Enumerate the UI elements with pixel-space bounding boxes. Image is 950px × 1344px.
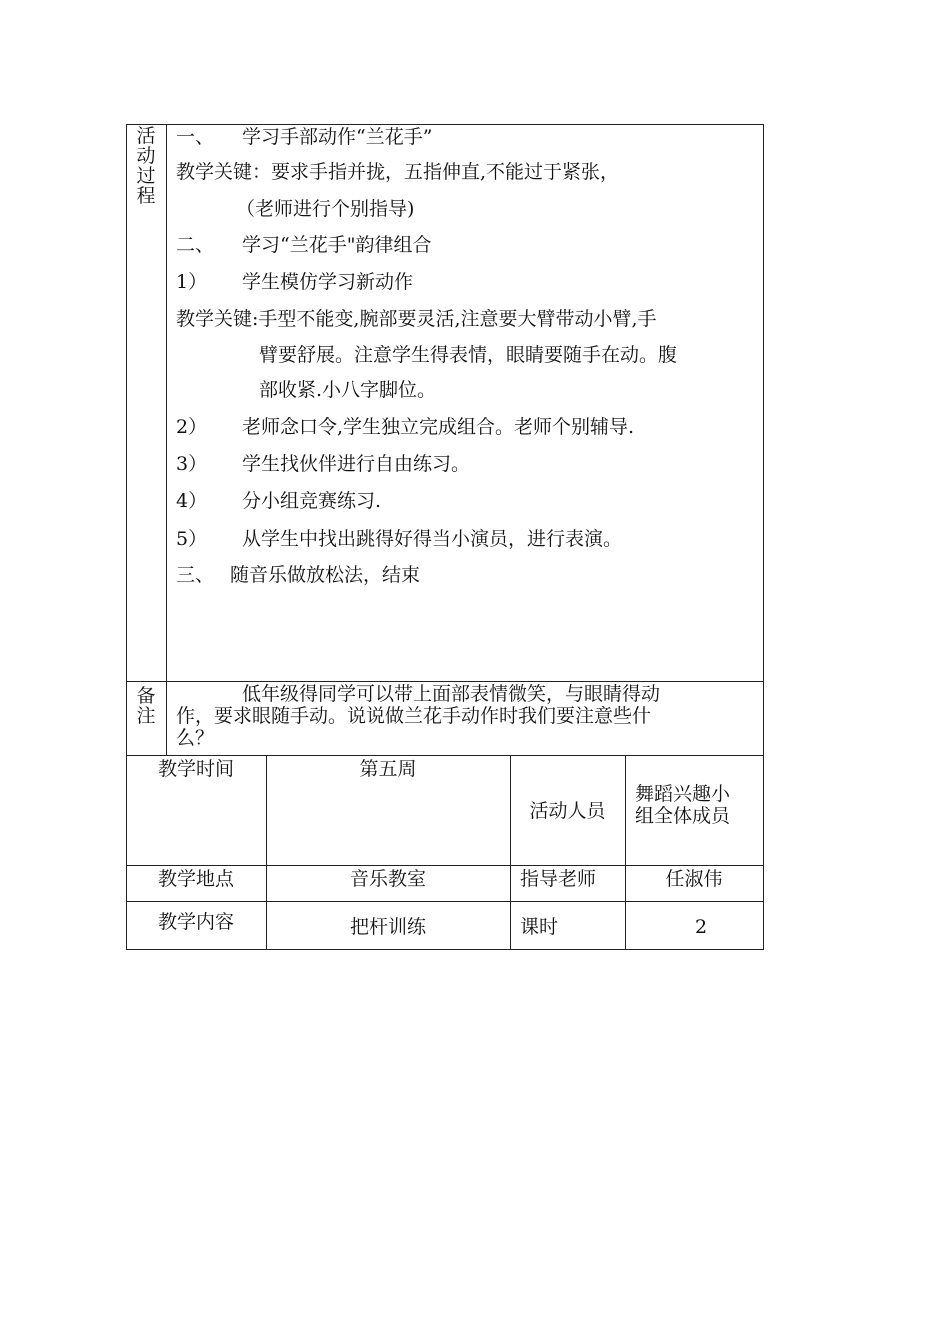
place-value: 音乐教室 bbox=[349, 868, 426, 890]
remarks-line-1: 低年级得同学可以带上面部表情微笑，与眼睛得动 bbox=[242, 683, 661, 705]
table-border-left bbox=[126, 124, 127, 950]
teacher-label: 指导老师 bbox=[520, 868, 597, 890]
teacher-value: 任淑伟 bbox=[665, 868, 723, 890]
remarks-label: 备注 bbox=[136, 685, 156, 727]
step-1-number: 一、 bbox=[176, 126, 215, 148]
row-divider-time bbox=[126, 865, 764, 866]
substep-3-text: 学生找伙伴进行自由练习。 bbox=[242, 453, 471, 475]
substep-1-number: 1） bbox=[176, 271, 208, 293]
substep-5-number: 5） bbox=[176, 528, 208, 550]
row-divider-activity bbox=[126, 681, 764, 682]
substep-5-text: 从学生中找出跳得好得当小演员，进行表演。 bbox=[242, 528, 623, 550]
step-1-key-point: 教学关键：要求手指并拢，五指伸直,不能过于紧张， bbox=[176, 161, 620, 183]
substep-1-text: 学生模仿学习新动作 bbox=[242, 271, 414, 293]
activity-label: 活动过程 bbox=[136, 125, 156, 207]
step-2-title: 学习“兰花手"韵律组合 bbox=[242, 234, 432, 256]
substep-2-number: 2） bbox=[176, 416, 208, 438]
step-1-title: 学习手部动作“兰花手” bbox=[242, 126, 433, 148]
staff-value-line-1: 舞蹈兴趣小 bbox=[635, 783, 731, 805]
row-divider-remarks bbox=[126, 755, 764, 756]
place-label: 教学地点 bbox=[157, 868, 234, 890]
row-divider-place bbox=[126, 901, 764, 902]
staff-label: 活动人员 bbox=[529, 800, 606, 822]
step-2-key-point-line-3: 部收紧.小八字脚位。 bbox=[259, 379, 437, 401]
remarks-line-2: 作，要求眼随手动。说说做兰花手动作时我们要注意些什 bbox=[176, 705, 652, 727]
substep-3-number: 3） bbox=[176, 453, 208, 475]
time-value: 第五周 bbox=[359, 758, 417, 780]
step-1-note: （老师进行个别指导) bbox=[236, 198, 415, 220]
table-border-top bbox=[126, 124, 764, 125]
substep-2-text: 老师念口令,学生独立完成组合。老师个别辅导. bbox=[242, 416, 635, 438]
time-label: 教学时间 bbox=[157, 758, 234, 780]
step-3-number: 三、 bbox=[176, 564, 215, 586]
substep-4-number: 4） bbox=[176, 490, 208, 512]
step-3-title: 随音乐做放松法，结束 bbox=[230, 564, 421, 586]
content-value: 把杆训练 bbox=[349, 916, 426, 938]
table-border-bottom bbox=[126, 949, 764, 950]
hours-value: 2 bbox=[694, 916, 708, 938]
substep-4-text: 分小组竞赛练习. bbox=[242, 490, 382, 512]
remarks-line-3: 么？ bbox=[176, 727, 215, 749]
info-col-divider-2 bbox=[510, 755, 511, 950]
content-label: 教学内容 bbox=[157, 911, 234, 933]
label-column-divider bbox=[166, 124, 167, 756]
step-2-key-point-line-1: 教学关键:手型不能变,腕部要灵活,注意要大臂带动小臂,手 bbox=[176, 308, 657, 330]
step-2-number: 二、 bbox=[176, 234, 215, 256]
table-border-right bbox=[763, 124, 764, 950]
staff-value-line-2: 组全体成员 bbox=[635, 805, 731, 827]
hours-label: 课时 bbox=[520, 916, 559, 938]
step-2-key-point-line-2: 臂要舒展。注意学生得表情，眼睛要随手在动。腹 bbox=[259, 344, 678, 366]
